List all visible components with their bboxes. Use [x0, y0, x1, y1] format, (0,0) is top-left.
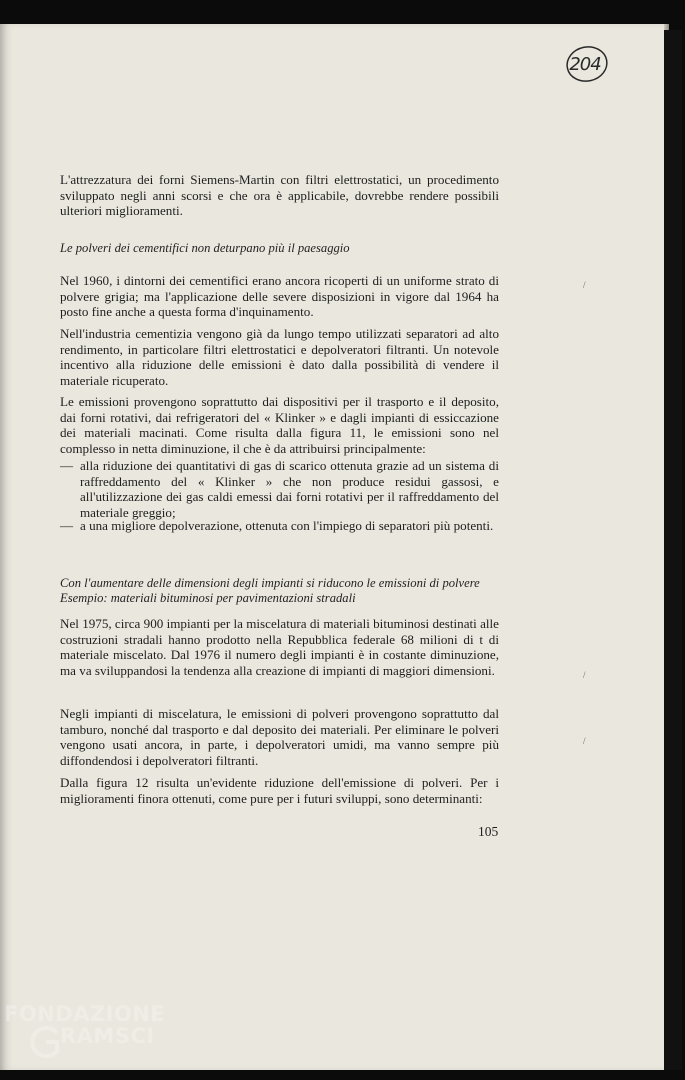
archive-number-stamp: [565, 44, 605, 84]
bullet-item-depolverazione: [60, 518, 499, 534]
watermark: [4, 1003, 165, 1047]
bullet-item-raffreddamento: [60, 458, 499, 520]
paragraph-miscelatura: Negli impianti di miscelatura, le emissioni di polveri provengono soprattutto dal tamburo, nonché dal trasporto e dal deposito dei materiali. Per eliminare le polveri vengono usati ancora, in parte, i depolveratori umidi, ma vanno sempre più diffondendosi i depolveratori filtranti.: [60, 706, 499, 768]
bullet-text: a una migliore depolverazione, ottenuta con l'impiego di separatori più potenti.: [80, 518, 494, 533]
paragraph-intro: L'attrezzatura dei forni Siemens-Martin con filtri elettrostatici, un procedimento sviluppato negli anni scorsi e che ora è applicabile, dovrebbe rendere possibili ulteriori miglioramenti.: [60, 172, 499, 219]
watermark-line-1: FONDAZIONE: [4, 1002, 166, 1026]
bullet-dash: —: [60, 458, 74, 473]
bullet-text: alla riduzione dei quantitativi di gas di scarico ottenuta grazie ad un sistema di raffreddamento del « Klinker » che non produce residui gassosi, e all'utilizzazione dei gas caldi emessi dai forni rotativi per il raffreddamento del materiale greggio;: [80, 458, 499, 520]
margin-mark: /: [583, 280, 586, 290]
section-subheading-esempio: Esempio: materiali bituminosi per pavimentazioni stradali: [60, 591, 356, 605]
paragraph-figura-12: Dalla figura 12 risulta un'evidente riduzione dell'emissione di polveri. Per i miglioramenti finora ottenuti, come pure per i futuri sviluppi, sono determinanti:: [60, 775, 499, 806]
paragraph-1960: Nel 1960, i dintorni dei cementifici erano ancora ricoperti di un uniforme strato di polvere grigia; ma l'applicazione delle severe disposizioni in vigore dal 1964 ha posto fine anche a questa forma d'inquinamento.: [60, 273, 499, 320]
binding-shadow: [664, 30, 682, 1070]
paragraph-1975: Nel 1975, circa 900 impianti per la miscelatura di materiali bituminosi destinati alle costruzioni stradali hanno prodotto nella Repubblica federale 68 milioni di t di materiale miscelato. Dal 1976 il numero degli impianti è in costante diminuzione, ma va sviluppandosi la tendenza alla creazione di impianti di maggiori dimensioni.: [60, 616, 499, 678]
archive-number: 204: [569, 53, 601, 75]
gramsci-logo-icon: [28, 1025, 62, 1059]
section-heading-impianti: Con l'aumentare delle dimensioni degli impianti si riducono le emissioni di polvere: [60, 576, 480, 590]
margin-mark: /: [583, 670, 586, 680]
paragraph-emissioni: Le emissioni provengono soprattutto dai dispositivi per il trasporto e il deposito, dai forni rotativi, dai refrigeratori del « Klinker » e dagli impianti di essiccazione dei materiali macinati. Come risulta dalla figura 11, le emissioni sono nel complesso in netta diminuzione, il che è da attribuirsi principalmente:: [60, 394, 499, 456]
section-heading-cementifici: Le polveri dei cementifici non deturpano più il paesaggio: [60, 241, 350, 255]
bullet-dash: —: [60, 518, 74, 533]
paragraph-industria-cementizia: Nell'industria cementizia vengono già da lungo tempo utilizzati separatori ad alto rendimento, in particolare filtri elettrostatici e depolveratori filtranti. Un notevole incentivo alla riduzione delle emissioni è dato dalla possibilità di vendere il materiale ricuperato.: [60, 326, 499, 388]
watermark-line-2: RAMSCI: [60, 1024, 155, 1048]
page-number: 105: [478, 824, 499, 839]
margin-mark: /: [583, 736, 586, 746]
